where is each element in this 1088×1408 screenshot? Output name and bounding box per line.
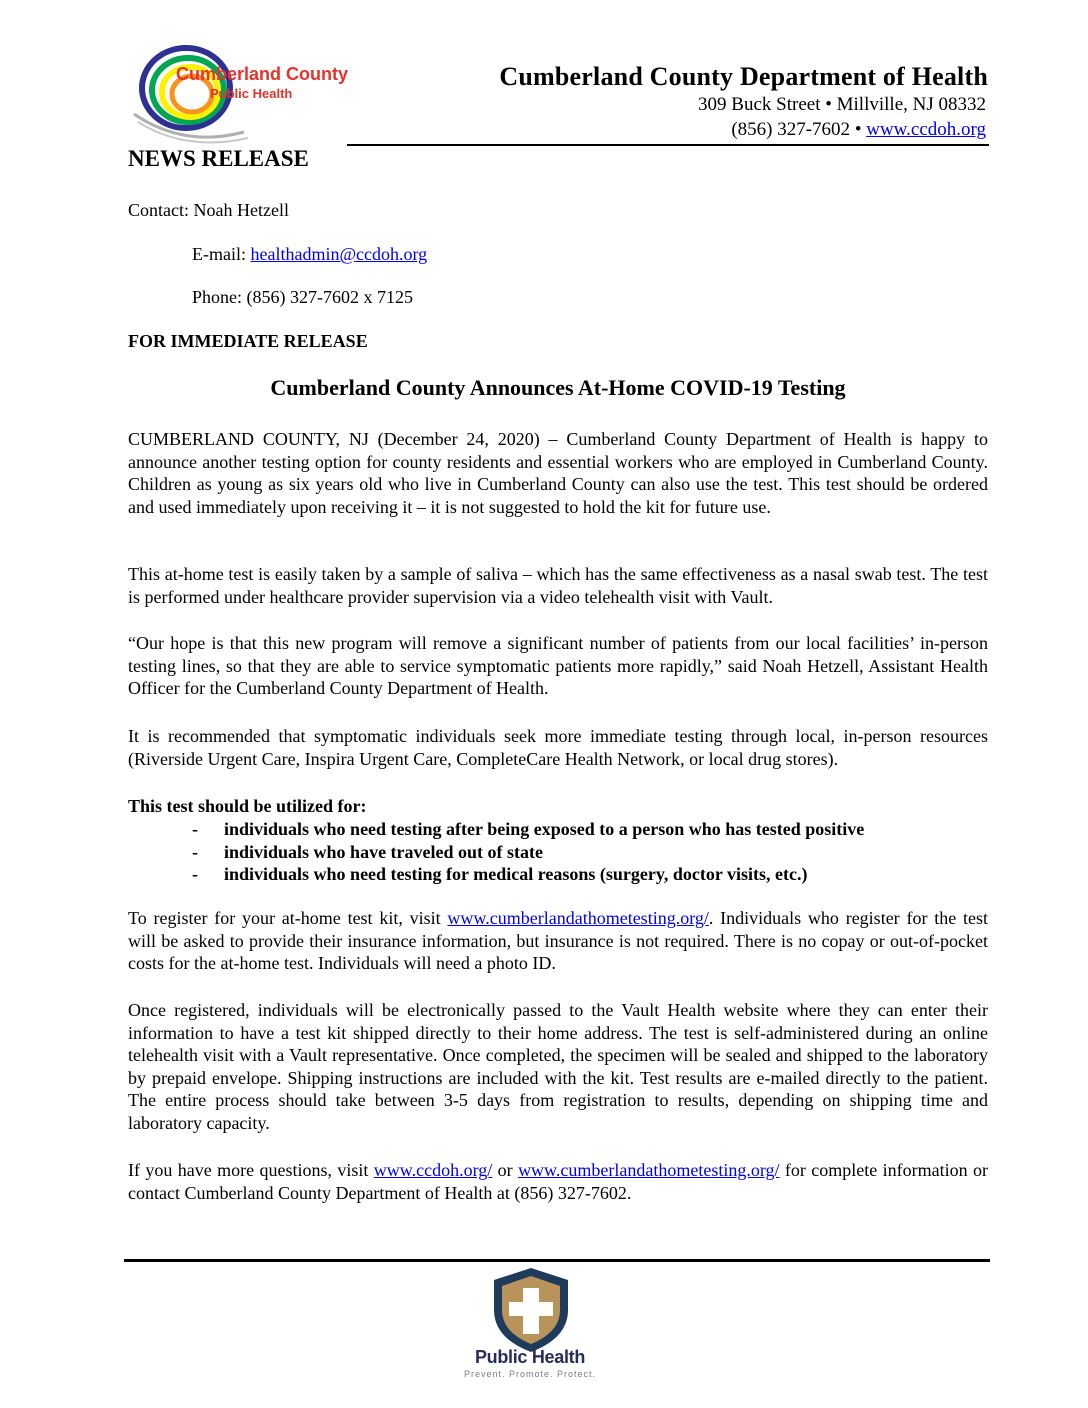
org-contact-line [500, 119, 986, 141]
text-run: To register for your at-home test kit, visit [128, 908, 448, 928]
paragraph-saliva-test: This at-home test is easily taken by a sample of saliva – which has the same effectiveness as a nasal swab test. The test is performed under healthcare provider supervision via a video telehealth visit with Vault. [128, 564, 988, 607]
website-link[interactable]: www.ccdoh.org [866, 119, 986, 140]
paragraph-quote: “Our hope is that this new program will remove a significant number of patients from our local facilities’ in-person testing lines, so that they are able to service symptomatic patients more rapidly,” said Noah Hetzell, Assistant Health Officer for the Cumberland County Department of Health. [128, 633, 988, 699]
text-run: . Individuals who register for the test will be asked to provide their insurance information, but insurance is not required. There is no copay or out-of-pocket costs for the at-home test. Individuals will need a photo ID. [128, 908, 988, 974]
paragraph-intro: CUMBERLAND COUNTY, NJ (December 24, 2020) – Cumberland County Department of Health is happy to announce another testing option for county residents and essential workers who are employed in Cumberland County. Children as young as six years old who live in Cumberland County can also use the test. This test should be ordered and used immediately upon receiving it – it is not suggested to hold the kit for future use. [128, 429, 988, 517]
org-name: Cumberland County Department of Health [499, 62, 988, 91]
logo-text-line2: Public Health [210, 86, 293, 101]
contact-name: Contact: Noah Hetzell [128, 200, 289, 220]
headline: Cumberland County Announces At-Home COVID-19 Testing [270, 375, 846, 400]
header-divider [347, 144, 989, 146]
bullet-separator: • [850, 119, 867, 140]
org-address: 309 Buck Street • Millville, NJ 08332 [698, 94, 986, 115]
rainbow-swirl-icon [124, 36, 358, 146]
cumberland-county-public-health-logo [124, 36, 358, 146]
footer-divider [124, 1259, 990, 1262]
contact-phone: Phone: (856) 327-7602 x 7125 [192, 287, 413, 307]
logo-text-line1: Cumberland County [176, 64, 349, 84]
public-health-tagline: Prevent. Promote. Protect. [463, 1369, 597, 1379]
athometesting-link[interactable]: www.cumberlandathometesting.org/ [518, 1160, 780, 1180]
paragraph-register [128, 907, 988, 975]
org-phone: (856) 327-7602 [731, 119, 851, 140]
contact-email-line [192, 243, 427, 266]
public-health-title: Public Health [474, 1347, 586, 1367]
registration-link[interactable]: www.cumberlandathometesting.org/ [447, 908, 709, 928]
list-item-text: individuals who have traveled out of state [224, 841, 544, 862]
paragraph-recommendation: It is recommended that symptomatic individuals seek more immediate testing through local, in-person resources (Riverside Urgent Care, Inspira Urgent Care, CompleteCare Health Network, or local drug stores). [128, 726, 988, 769]
list-item-text: individuals who need testing after being exposed to a person who has tested positive [224, 819, 865, 839]
text-run: If you have more questions, visit [128, 1160, 374, 1180]
list-dash: - [192, 864, 198, 885]
list-item-text: individuals who need testing for medical reasons (surgery, doctor visits, etc.) [224, 864, 808, 885]
text-run: for complete information or contact Cumberland County Department of Health at (856) 327-7602. [128, 1160, 989, 1203]
news-release-title: NEWS RELEASE [128, 146, 309, 171]
public-health-shield-icon [488, 1266, 574, 1354]
ccdoh-link[interactable]: www.ccdoh.org/ [373, 1160, 493, 1180]
utilization-heading: This test should be utilized for: [128, 796, 367, 816]
release-notice: FOR IMMEDIATE RELEASE [128, 331, 368, 351]
text-run: or [492, 1160, 519, 1180]
list-dash: - [192, 841, 198, 862]
email-link[interactable]: healthadmin@ccdoh.org [250, 244, 428, 264]
email-label: E-mail: [192, 244, 251, 264]
list-dash: - [192, 819, 198, 839]
paragraph-questions [128, 1159, 988, 1204]
paragraph-process: Once registered, individuals will be electronically passed to the Vault Health website where they can enter their information to have a test kit shipped directly to their home address. The test is self-administered during an online telehealth visit with a Vault representative. Once completed, the specimen will be sealed and shipped to the laboratory by prepaid envelope. Shipping instructions are included with the kit. Test results are e-mailed directly to the patient. The entire process should take between 3-5 days from registration to results, depending on shipping time and laboratory capacity. [128, 1000, 988, 1133]
